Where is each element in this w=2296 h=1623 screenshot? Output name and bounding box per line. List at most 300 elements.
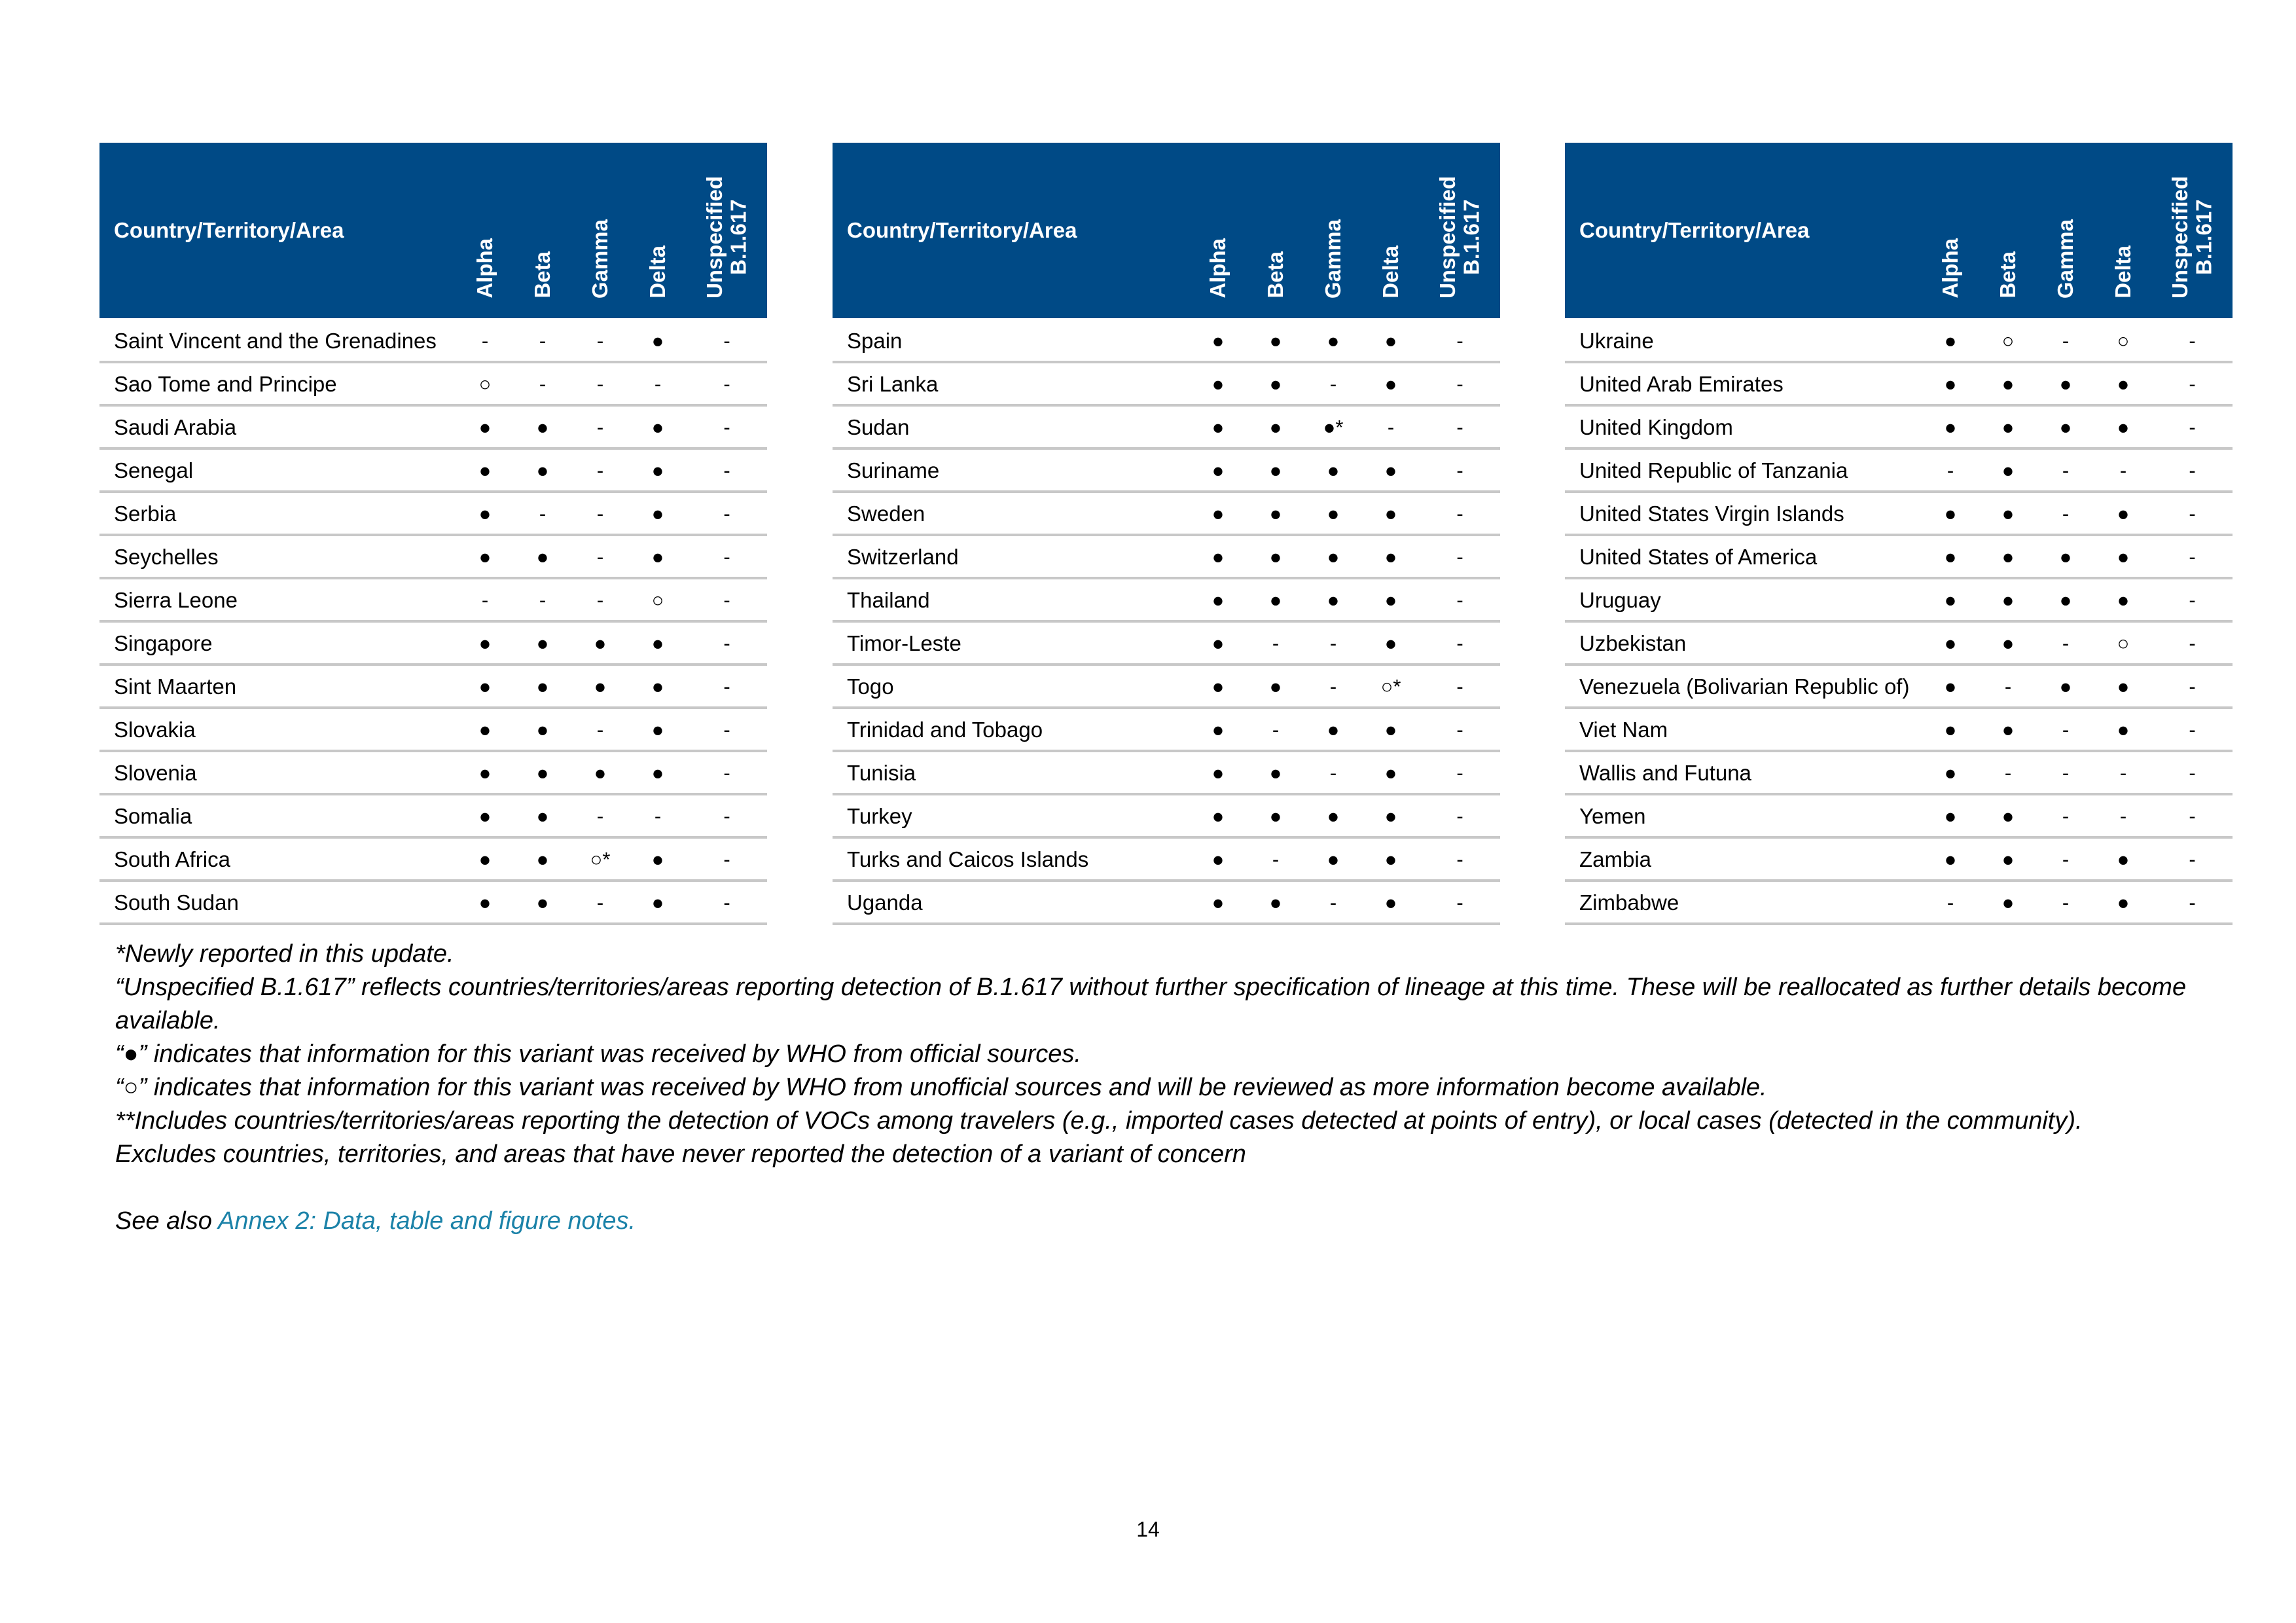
table-row <box>1565 621 2233 665</box>
unspecified-status: - <box>2189 458 2196 482</box>
beta-status: ● <box>2001 804 2015 828</box>
beta-status: - <box>1272 631 1280 655</box>
alpha-status: ● <box>1211 458 1225 482</box>
col-header-country: Country/Territory/Area <box>833 143 1189 319</box>
gamma-status: - <box>596 501 604 525</box>
gamma-status: - <box>596 718 604 741</box>
table-row <box>833 751 1500 794</box>
alpha-status: ● <box>1944 588 1957 611</box>
country-name: Saudi Arabia <box>114 414 237 439</box>
alpha-status: ● <box>1211 847 1225 871</box>
table-row <box>99 405 767 448</box>
gamma-status: - <box>1329 372 1337 395</box>
beta-status: - <box>539 372 547 395</box>
col-header-beta: Beta <box>514 143 571 319</box>
alpha-status: ● <box>1211 761 1225 784</box>
country-name: Sri Lanka <box>847 371 939 396</box>
unspecified-status: - <box>2189 847 2196 871</box>
gamma-status: - <box>1329 674 1337 698</box>
alpha-status: ● <box>1211 501 1225 525</box>
gamma-status: - <box>2062 501 2070 525</box>
unspecified-status: - <box>2189 890 2196 914</box>
table-row <box>833 837 1500 881</box>
table-row <box>1565 578 2233 621</box>
col-header-unspecified: Unspecified B.1.617 <box>1420 143 1500 319</box>
alpha-status: ● <box>478 501 492 525</box>
gamma-status: ● <box>2059 372 2072 395</box>
table-body <box>1565 319 2233 924</box>
beta-status: - <box>2004 674 2012 698</box>
alpha-status: ● <box>1211 329 1225 352</box>
beta-status: ● <box>2001 890 2015 914</box>
col-header-unspecified: Unspecified B.1.617 <box>687 143 767 319</box>
table-row <box>1565 794 2233 837</box>
alpha-status: ● <box>1211 372 1225 395</box>
country-name: United States Virgin Islands <box>1579 501 1844 526</box>
table-row <box>99 492 767 535</box>
unspecified-status: - <box>723 761 730 784</box>
unspecified-status: - <box>1456 372 1463 395</box>
unspecified-status: - <box>1456 501 1463 525</box>
country-name: Togo <box>847 674 894 699</box>
gamma-status: - <box>1329 761 1337 784</box>
delta-status: ○* <box>1380 674 1401 698</box>
gamma-status: ● <box>1327 458 1340 482</box>
country-name: Seychelles <box>114 544 219 569</box>
gamma-status: ● <box>594 674 607 698</box>
col-header-alpha: Alpha <box>456 143 514 319</box>
alpha-status: ● <box>478 761 492 784</box>
delta-status: ● <box>651 458 664 482</box>
col-header-beta: Beta <box>1979 143 2037 319</box>
gamma-status: ● <box>2059 588 2072 611</box>
alpha-status: ● <box>1944 761 1957 784</box>
beta-status: ● <box>536 804 549 828</box>
delta-status: ● <box>651 761 664 784</box>
note-unofficial: “○” indicates that information for this variant was received by WHO from unofficial sources and will be reviewed as more information become available. <box>115 1074 1767 1101</box>
country-name: Sierra Leone <box>114 587 238 612</box>
unspecified-status: - <box>723 718 730 741</box>
gamma-status: - <box>2062 631 2070 655</box>
unspecified-status: - <box>723 458 730 482</box>
delta-status: - <box>2119 458 2127 482</box>
unspecified-status: - <box>1456 329 1463 352</box>
country-name: Senegal <box>114 458 194 483</box>
beta-status: ● <box>536 458 549 482</box>
unspecified-status: - <box>2189 761 2196 784</box>
table-row <box>833 708 1500 751</box>
table-row <box>833 492 1500 535</box>
country-name: Ukraine <box>1579 328 1654 353</box>
table-row <box>99 751 767 794</box>
unspecified-status: - <box>723 545 730 568</box>
col-header-gamma: Gamma <box>1304 143 1362 319</box>
beta-status: ● <box>2001 501 2015 525</box>
delta-status: ● <box>651 631 664 655</box>
country-name: Uzbekistan <box>1579 630 1687 655</box>
alpha-status: ● <box>1944 329 1957 352</box>
table-body <box>833 319 1500 924</box>
delta-status: ○ <box>2117 329 2130 352</box>
alpha-status: ● <box>478 545 492 568</box>
country-name: Slovakia <box>114 717 196 742</box>
unspecified-status: - <box>2189 372 2196 395</box>
beta-status: - <box>1272 718 1280 741</box>
delta-status: ○ <box>651 588 664 611</box>
unspecified-status: - <box>2189 718 2196 741</box>
col-header-country: Country/Territory/Area <box>1565 143 1922 319</box>
unspecified-status: - <box>1456 718 1463 741</box>
country-name: Viet Nam <box>1579 717 1668 742</box>
beta-status: ● <box>2001 458 2015 482</box>
delta-status: ● <box>2117 847 2130 871</box>
beta-status: ● <box>2001 588 2015 611</box>
delta-status: ● <box>2117 372 2130 395</box>
alpha-status: ● <box>1211 674 1225 698</box>
delta-status: - <box>2119 761 2127 784</box>
delta-status: ● <box>2117 545 2130 568</box>
see-also-label: See also <box>115 1207 219 1235</box>
country-name: United States of America <box>1579 544 1818 569</box>
delta-status: ● <box>1384 631 1397 655</box>
gamma-status: ● <box>594 631 607 655</box>
country-name: Venezuela (Bolivarian Republic of) <box>1579 674 1910 699</box>
delta-status: ● <box>2117 674 2130 698</box>
delta-status: ● <box>651 847 664 871</box>
col-header-delta: Delta <box>2094 143 2152 319</box>
alpha-status: ● <box>1211 545 1225 568</box>
gamma-status: - <box>2062 458 2070 482</box>
table-row <box>833 578 1500 621</box>
country-name: Turks and Caicos Islands <box>847 847 1089 871</box>
table-row <box>833 319 1500 363</box>
beta-status: ● <box>536 761 549 784</box>
note-newly-reported: *Newly reported in this update. <box>115 940 454 968</box>
table-body <box>99 319 767 924</box>
table-row <box>1565 405 2233 448</box>
unspecified-status: - <box>2189 804 2196 828</box>
unspecified-status: - <box>2189 588 2196 611</box>
table-row <box>99 578 767 621</box>
beta-status: ○ <box>2001 329 2015 352</box>
delta-status: ● <box>2117 415 2130 439</box>
note-includes: **Includes countries/territories/areas reporting the detection of VOCs among travelers (e.g., imported cases detected at points of entry), or local cases (detected in the community). <box>115 1107 2083 1135</box>
country-name: South Sudan <box>114 890 239 915</box>
alpha-status: - <box>481 588 489 611</box>
delta-status: - <box>1387 415 1395 439</box>
gamma-status: ● <box>1327 501 1340 525</box>
alpha-status: ● <box>1944 631 1957 655</box>
table-row <box>1565 535 2233 578</box>
unspecified-status: - <box>1456 588 1463 611</box>
unspecified-status: - <box>1456 804 1463 828</box>
page-number: 14 <box>1136 1518 1160 1541</box>
delta-status: ● <box>651 890 664 914</box>
alpha-status: ● <box>478 631 492 655</box>
beta-status: ● <box>2001 847 2015 871</box>
table-row <box>833 405 1500 448</box>
delta-status: - <box>2119 804 2127 828</box>
delta-status: ● <box>2117 588 2130 611</box>
unspecified-status: - <box>2189 631 2196 655</box>
alpha-status: - <box>1946 890 1954 914</box>
beta-status: ● <box>1269 501 1282 525</box>
delta-status: ● <box>1384 372 1397 395</box>
gamma-status: ● <box>1327 588 1340 611</box>
unspecified-status: - <box>723 674 730 698</box>
unspecified-status: - <box>723 631 730 655</box>
table-row <box>99 362 767 405</box>
country-name: Serbia <box>114 501 177 526</box>
country-name: Singapore <box>114 630 213 655</box>
delta-status: ● <box>1384 545 1397 568</box>
gamma-status: - <box>596 804 604 828</box>
alpha-status: ● <box>478 718 492 741</box>
beta-status: ● <box>2001 631 2015 655</box>
gamma-status: - <box>596 372 604 395</box>
table-row <box>833 535 1500 578</box>
table-row <box>833 794 1500 837</box>
gamma-status: - <box>596 545 604 568</box>
beta-status: ● <box>536 890 549 914</box>
table-row <box>833 621 1500 665</box>
gamma-status: - <box>1329 890 1337 914</box>
alpha-status: ● <box>1211 588 1225 611</box>
delta-status: - <box>654 804 662 828</box>
gamma-status: - <box>2062 804 2070 828</box>
delta-status: ● <box>1384 329 1397 352</box>
unspecified-status: - <box>723 847 730 871</box>
beta-status: - <box>1272 847 1280 871</box>
beta-status: ● <box>536 674 549 698</box>
gamma-status: ● <box>1327 545 1340 568</box>
table-row <box>99 794 767 837</box>
gamma-status: - <box>1329 631 1337 655</box>
table-header-row <box>1565 143 2233 319</box>
table-row <box>1565 837 2233 881</box>
country-name: United Arab Emirates <box>1579 371 1784 396</box>
gamma-status: ● <box>2059 415 2072 439</box>
beta-status: ● <box>536 545 549 568</box>
col-header-country: Country/Territory/Area <box>99 143 456 319</box>
footnotes <box>115 938 2242 1238</box>
col-header-alpha: Alpha <box>1922 143 1979 319</box>
beta-status: - <box>539 501 547 525</box>
country-name: United Republic of Tanzania <box>1579 458 1848 483</box>
gamma-status: ● <box>1327 847 1340 871</box>
alpha-status: ● <box>478 458 492 482</box>
country-name: Wallis and Futuna <box>1579 760 1751 785</box>
annex-link[interactable]: Annex 2: Data, table and figure notes. <box>218 1207 636 1235</box>
table-row <box>99 535 767 578</box>
delta-status: ● <box>1384 588 1397 611</box>
table-row <box>99 881 767 924</box>
beta-status: ● <box>1269 415 1282 439</box>
country-name: Saint Vincent and the Grenadines <box>114 328 437 353</box>
beta-status: - <box>539 329 547 352</box>
unspecified-status: - <box>1456 890 1463 914</box>
table-row <box>1565 362 2233 405</box>
gamma-status: - <box>596 329 604 352</box>
alpha-status: ● <box>1944 501 1957 525</box>
beta-status: ● <box>1269 458 1282 482</box>
table-row <box>1565 665 2233 708</box>
gamma-status: - <box>2062 329 2070 352</box>
gamma-status: ● <box>2059 545 2072 568</box>
country-name: Uganda <box>847 890 923 915</box>
delta-status: ● <box>2117 890 2130 914</box>
table-row <box>1565 319 2233 363</box>
beta-status: ● <box>2001 415 2015 439</box>
alpha-status: ● <box>1944 674 1957 698</box>
alpha-status: ○ <box>478 372 492 395</box>
country-name: Uruguay <box>1579 587 1661 612</box>
country-name: United Kingdom <box>1579 414 1733 439</box>
gamma-status: ● <box>1327 329 1340 352</box>
delta-status: ● <box>651 674 664 698</box>
gamma-status: - <box>596 415 604 439</box>
table-row <box>99 708 767 751</box>
alpha-status: - <box>481 329 489 352</box>
country-name: Sao Tome and Principe <box>114 371 337 396</box>
alpha-status: ● <box>1944 415 1957 439</box>
unspecified-status: - <box>2189 545 2196 568</box>
beta-status: ● <box>2001 372 2015 395</box>
unspecified-status: - <box>2189 501 2196 525</box>
beta-status: ● <box>1269 545 1282 568</box>
gamma-status: ● <box>2059 674 2072 698</box>
delta-status: ● <box>1384 501 1397 525</box>
unspecified-status: - <box>723 804 730 828</box>
alpha-status: ● <box>478 674 492 698</box>
gamma-status: - <box>596 458 604 482</box>
alpha-status: ● <box>1944 545 1957 568</box>
alpha-status: ● <box>1944 804 1957 828</box>
delta-status: ○ <box>2117 631 2130 655</box>
delta-status: ● <box>1384 458 1397 482</box>
alpha-status: ● <box>1211 804 1225 828</box>
delta-status: ● <box>1384 890 1397 914</box>
unspecified-status: - <box>723 588 730 611</box>
table-row <box>1565 881 2233 924</box>
unspecified-status: - <box>1456 674 1463 698</box>
delta-status: ● <box>651 501 664 525</box>
unspecified-status: - <box>1456 458 1463 482</box>
col-header-unspecified: Unspecified B.1.617 <box>2152 143 2233 319</box>
table-row <box>1565 751 2233 794</box>
beta-status: ● <box>1269 674 1282 698</box>
unspecified-status: - <box>1456 847 1463 871</box>
delta-status: ● <box>1384 804 1397 828</box>
beta-status: ● <box>1269 761 1282 784</box>
country-name: Switzerland <box>847 544 959 569</box>
beta-status: ● <box>2001 545 2015 568</box>
table-row <box>99 665 767 708</box>
beta-status: ● <box>1269 588 1282 611</box>
unspecified-status: - <box>723 329 730 352</box>
alpha-status: ● <box>1211 631 1225 655</box>
beta-status: - <box>539 588 547 611</box>
unspecified-status: - <box>2189 329 2196 352</box>
gamma-status: ● <box>1327 804 1340 828</box>
beta-status: ● <box>536 631 549 655</box>
gamma-status: - <box>2062 718 2070 741</box>
unspecified-status: - <box>2189 415 2196 439</box>
alpha-status: ● <box>1211 415 1225 439</box>
unspecified-status: - <box>723 415 730 439</box>
beta-status: ● <box>1269 890 1282 914</box>
gamma-status: - <box>596 890 604 914</box>
country-name: Zimbabwe <box>1579 890 1679 915</box>
country-name: Sint Maarten <box>114 674 237 699</box>
country-name: Thailand <box>847 587 930 612</box>
gamma-status: ● <box>1327 718 1340 741</box>
table-row <box>99 837 767 881</box>
col-header-delta: Delta <box>1362 143 1420 319</box>
gamma-status: ●* <box>1323 415 1344 439</box>
beta-status: ● <box>536 847 549 871</box>
unspecified-status: - <box>1456 545 1463 568</box>
col-header-beta: Beta <box>1247 143 1304 319</box>
table-row <box>99 621 767 665</box>
delta-status: ● <box>2117 718 2130 741</box>
gamma-status: - <box>2062 761 2070 784</box>
note-excludes: Excludes countries, territories, and areas that have never reported the detection of a variant of concern <box>115 1140 1246 1168</box>
delta-status: - <box>654 372 662 395</box>
alpha-status: ● <box>478 415 492 439</box>
country-name: Sudan <box>847 414 910 439</box>
beta-status: ● <box>1269 329 1282 352</box>
note-unspecified: “Unspecified B.1.617” reflects countries/territories/areas reporting detection of B.1.617 without further specification of lineage at this time. These will be reallocated as further details become available. <box>115 974 2187 1034</box>
variant-table-2 <box>833 143 1500 925</box>
table-row <box>1565 708 2233 751</box>
alpha-status: ● <box>1211 718 1225 741</box>
table-row <box>99 448 767 492</box>
note-official: “●” indicates that information for this variant was received by WHO from official sources. <box>115 1040 1081 1068</box>
country-name: Somalia <box>114 803 192 828</box>
gamma-status: - <box>2062 890 2070 914</box>
alpha-status: ● <box>478 890 492 914</box>
delta-status: ● <box>2117 501 2130 525</box>
delta-status: ● <box>1384 718 1397 741</box>
country-name: South Africa <box>114 847 230 871</box>
col-header-gamma: Gamma <box>571 143 629 319</box>
unspecified-status: - <box>1456 415 1463 439</box>
country-name: Turkey <box>847 803 912 828</box>
beta-status: - <box>2004 761 2012 784</box>
table-row <box>833 448 1500 492</box>
gamma-status: ● <box>594 761 607 784</box>
table-header-row <box>99 143 767 319</box>
col-header-gamma: Gamma <box>2037 143 2094 319</box>
country-name: Trinidad and Tobago <box>847 717 1043 742</box>
delta-status: ● <box>651 329 664 352</box>
col-header-delta: Delta <box>629 143 687 319</box>
gamma-status: - <box>2062 847 2070 871</box>
alpha-status: ● <box>1944 718 1957 741</box>
country-name: Zambia <box>1579 847 1652 871</box>
alpha-status: ● <box>1944 372 1957 395</box>
table-row <box>833 362 1500 405</box>
delta-status: ● <box>651 415 664 439</box>
country-name: Spain <box>847 328 903 353</box>
col-header-alpha: Alpha <box>1189 143 1247 319</box>
variant-table-3 <box>1565 143 2233 925</box>
table-row <box>833 665 1500 708</box>
country-name: Yemen <box>1579 803 1646 828</box>
alpha-status: ● <box>478 804 492 828</box>
alpha-status: ● <box>1211 890 1225 914</box>
